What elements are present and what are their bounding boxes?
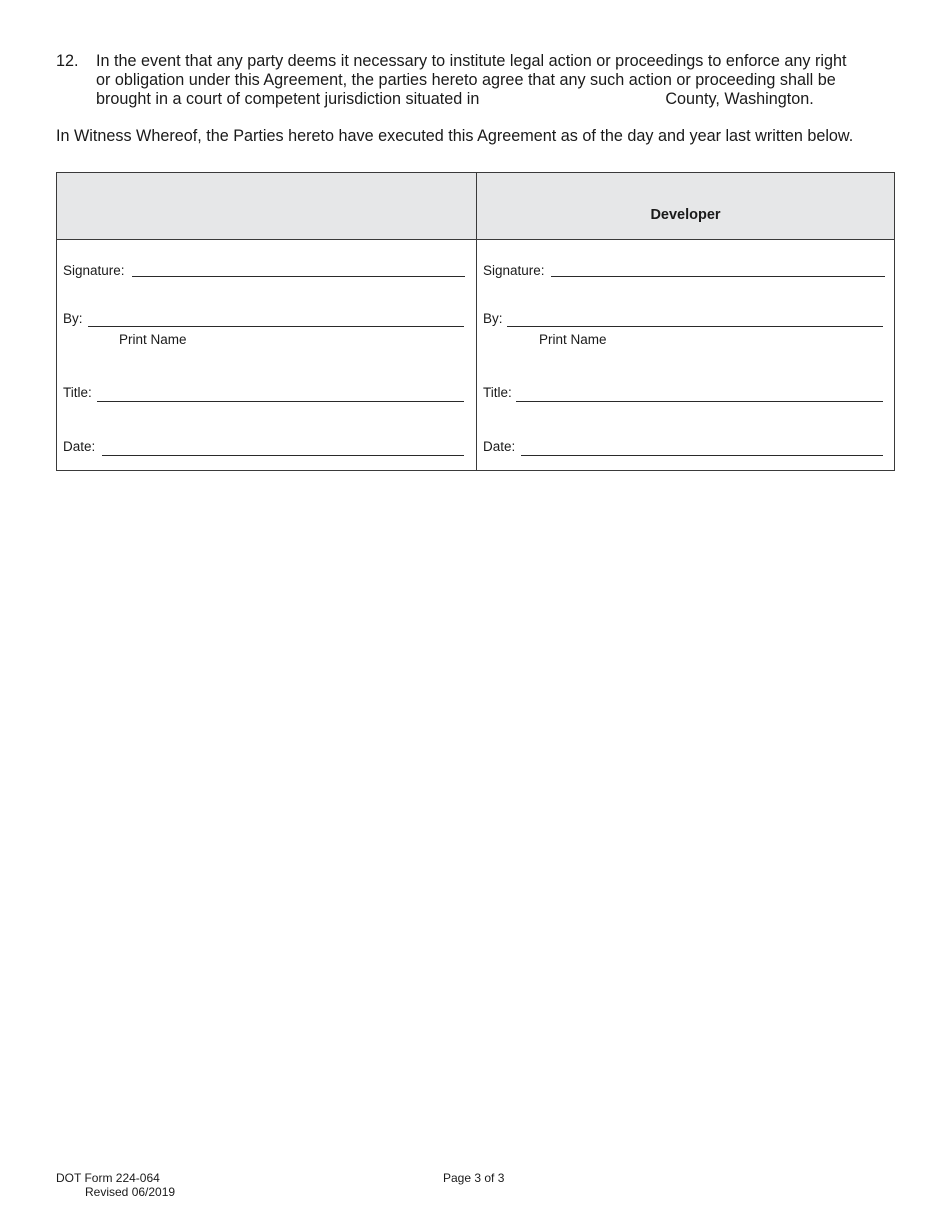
developer-print-name-label: Print Name xyxy=(539,332,607,347)
developer-signature-line[interactable] xyxy=(551,276,885,277)
signature-table xyxy=(56,172,895,471)
left-by-label: By: xyxy=(63,311,83,326)
left-signature-label: Signature: xyxy=(63,263,125,278)
footer-page-number: Page 3 of 3 xyxy=(443,1171,505,1185)
developer-signature-label: Signature: xyxy=(483,263,545,278)
left-date-label: Date: xyxy=(63,439,96,454)
clause-line-3-end: County, Washington. xyxy=(665,90,814,108)
developer-title-line[interactable] xyxy=(516,401,883,402)
clause-number: 12. xyxy=(56,52,79,70)
developer-by-label: By: xyxy=(483,311,503,326)
developer-by-line[interactable] xyxy=(507,326,883,327)
left-title-label: Title: xyxy=(63,385,92,400)
footer-revised-date: Revised 06/2019 xyxy=(85,1185,176,1199)
left-column-header xyxy=(57,173,476,240)
clause-line-3-start: brought in a court of competent jurisdiction situated in xyxy=(96,90,480,108)
clause-line-3 xyxy=(96,90,814,109)
developer-column-header xyxy=(477,173,894,240)
witness-statement: In Witness Whereof, the Parties hereto have executed this Agreement as of the day and year last written below. xyxy=(56,127,854,145)
left-signature-line[interactable] xyxy=(132,276,465,277)
developer-title-label: Title: xyxy=(483,385,512,400)
developer-date-line[interactable] xyxy=(521,455,883,456)
left-by-line[interactable] xyxy=(88,326,464,327)
developer-date-label: Date: xyxy=(483,439,516,454)
developer-header-label: Developer xyxy=(650,207,721,223)
left-date-line[interactable] xyxy=(102,455,464,456)
left-print-name-label: Print Name xyxy=(119,332,187,347)
left-party-column xyxy=(57,173,477,470)
clause-line-2: or obligation under this Agreement, the parties hereto agree that any such action or proceeding shall be xyxy=(96,71,836,89)
developer-column xyxy=(477,173,894,470)
footer-form-number: DOT Form 224-064 xyxy=(56,1171,160,1185)
clause-line-1: In the event that any party deems it necessary to institute legal action or proceedings to enforce any right xyxy=(96,52,847,70)
left-title-line[interactable] xyxy=(97,401,464,402)
